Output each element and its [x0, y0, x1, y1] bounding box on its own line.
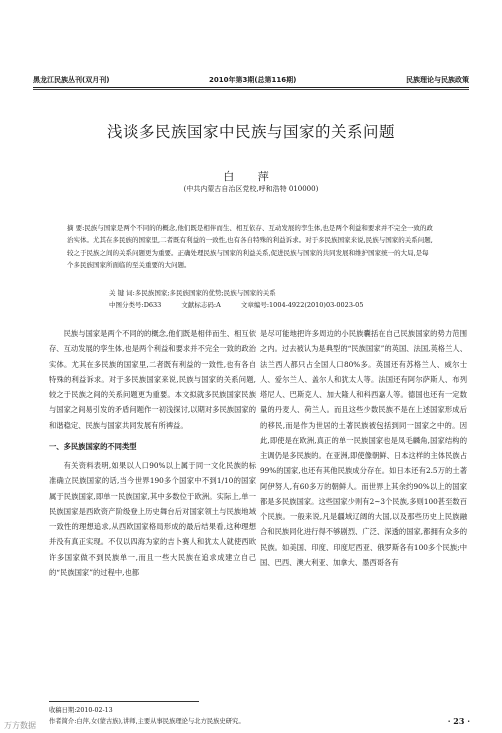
body-column-right [260, 326, 467, 570]
journal-name: 黑龙江民族丛刊(双月刊) [33, 76, 110, 84]
body-paragraph: 有关资料表明,如果以人口90%以上属于同一文化民族的标准确立民族国家的话,当今世界190多个国家中不到1/10的国家属于民族国家,即单一民族国家,其中多数位于欧洲。实际上,单一民族国家是西欧资产阶级登上历史舞台后对国家领土与民族地域一致性的理想追求,从西欧国家格局形成的最后结果看,这种理想并没有真正实现。不仅以四海为家的吉卜赛人和犹太人就使西欧许多国家做不到民族单一,而且一些大民族在追求成建立自己的“民族国家”的过程中,也都 [49, 461, 256, 577]
watermark: 万方数据 [4, 721, 36, 730]
clc-number: 中图分类号:D633 [109, 301, 162, 309]
body-column-left [49, 326, 256, 580]
author-affiliation: (中共内蒙古自治区党校,呼和浩特 010000) [183, 185, 319, 193]
header-rule-thick [33, 87, 469, 88]
author-bio: 作者简介:白萍,女(蒙古族),讲师,主要从事民族理论与北方民族史研究。 [49, 718, 245, 725]
running-header [33, 75, 469, 87]
page-number: · 23 · [447, 716, 470, 726]
header-rule-thin [33, 89, 469, 90]
body-paragraph: 民族与国家是两个不同的的概念,他们既是相伴而生、相互依存、互动发展的孪生体,也是两个利益和要求并不完全一致的政治实体。尤其在多民族的国家里,二者既有利益的一致性,也有各自特殊的利益诉求。对于多民族国家来说,民族与国家的关系问题,较之于民族之间的关系问题更为重要。本文拟就多民族国家民族与国家之间易引发的矛盾问题作一初浅探讨,以期对多民族国家的和谐稳定、民族与国家共同发展有所裨益。 [49, 329, 256, 430]
article-number: 文章编号:1004-4922(2010)03-0023-05 [240, 301, 364, 309]
section-name: 民族理论与民族政策 [406, 76, 469, 84]
author-name: 白 萍 [223, 170, 279, 183]
keywords: 关 键 词:多民族国家;多民族国家的优势;民族与国家的关系 [109, 289, 276, 297]
body-paragraph: 是尽可能地把许多周边的小民族囊括在自己民族国家的势力范围之内。过去被认为是典型的“民族国家”的英国、法国,英格兰人、法兰西人都只占全国人口80%多。英国还有苏格兰人、威尔士人、爱尔兰人、盖尔人和犹太人等。法国还有阿尔萨斯人、布列塔尼人、巴斯克人、加大隆人和科西嘉人等。德国也还有一定数量的丹麦人、荷兰人。而且这些少数民族不是在上述国家形成后的移民,而是作为世居的土著民族被包括到同一国家之中的。因此,即使是在欧洲,真正的单一民族国家也是凤毛麟角,国家结构的主调仍是多民族的。在亚洲,即使像朝鲜、日本这样的主体民族占99%的国家,也还有其他民族成分存在。如日本还有2.5万的土著阿伊努人,有60多万的朝鲜人。而世界上其余约90%以上的国家都是多民族国家。这些国家少则有2~3个民族,多则100甚至数百个民族。一般来说,凡是疆域辽阔的大国,以及那些历史上民族融合和民族同化进行得不够剧烈、广泛、深透的国家,都拥有众多的民族。如美国、印度、印度尼西亚、俄罗斯各有100多个民族;中国、巴西、澳大利亚、加拿大、墨西哥各有 [260, 329, 467, 567]
document-code: 文献标志码:A [181, 301, 221, 309]
footnote-rule [49, 701, 199, 702]
article-title: 浅谈多民族国家中民族与国家的关系问题 [106, 123, 395, 141]
abstract: 摘 要:民族与国家是两个不同的的概念,他们既是相伴而生、相互依存、互动发展的孪生体,也是两个利益和要求并不完全一致的政治实体。尤其在多民族的国家里,二者既有利益的一致性,也有各自特殊的利益诉求。对于多民族国家来说,民族与国家的关系问题,较之于民族之间的关系问题更为重要。正确处理民族与国家的利益关系,促进民族与国家的共同发展和维护国家统一的大局,是每个多民族国家所面临的至关重要的大问题。 [67, 224, 433, 269]
issue-info: 2010年第3期(总第116期) [209, 76, 297, 84]
classification-line [109, 300, 439, 309]
received-date: 收稿日期:2010-02-13 [49, 707, 113, 714]
section-heading: 一、多民族国家的不同类型 [49, 441, 137, 451]
